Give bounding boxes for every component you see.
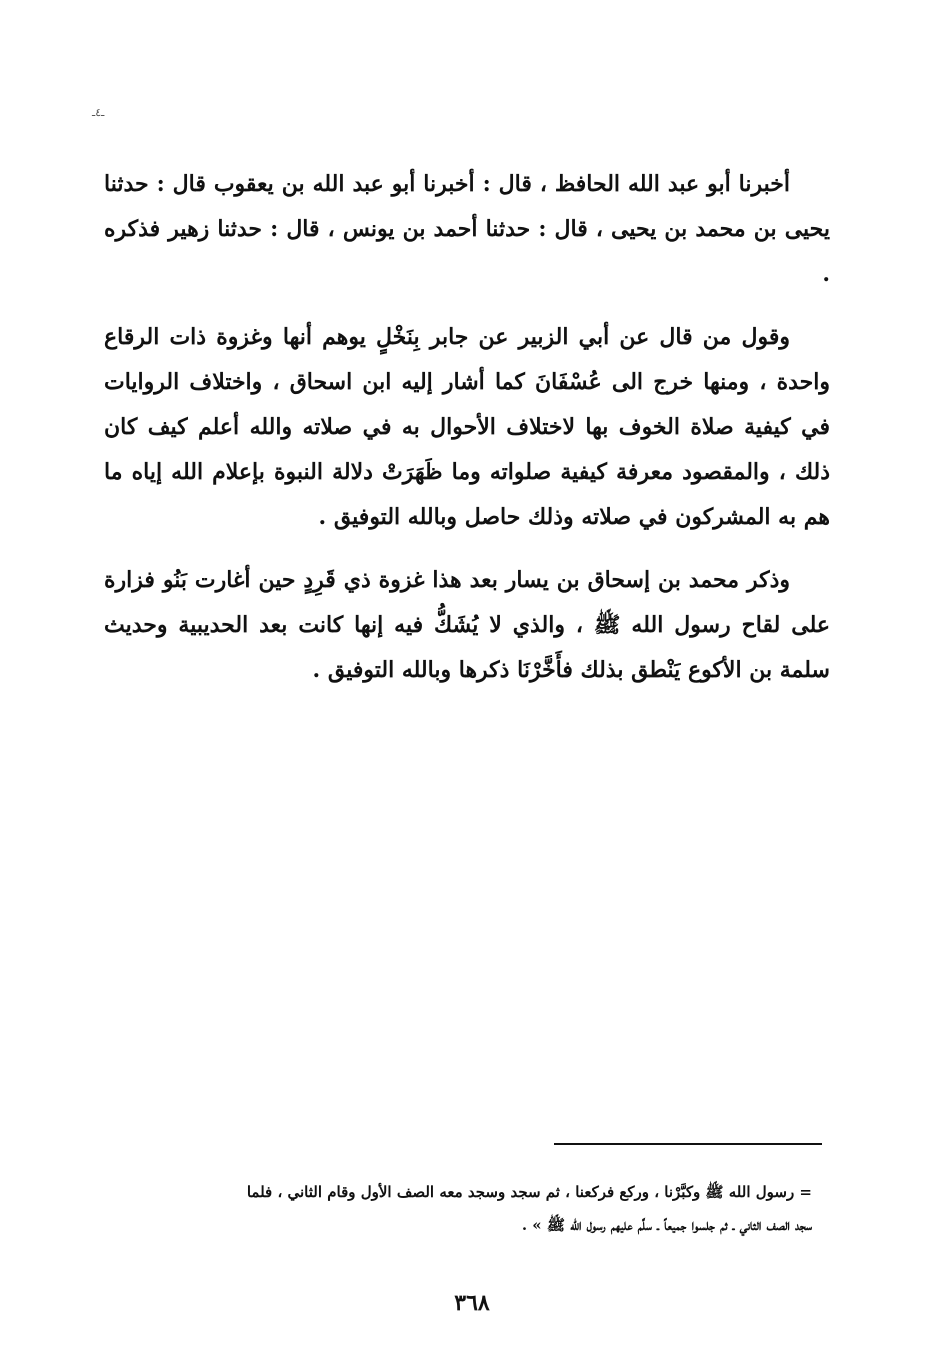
paragraph-1: أخبرنا أبو عبد الله الحافظ ، قال : أخبرنا أبو عبد الله بن يعقوب قال : حدثنا يحيى بن محمد بن يحيى ، قال : حدثنا أحمد بن يونس ، قال : حدثنا زهير فذكره . — [104, 171, 830, 287]
corner-mark: ـ٤ـ — [92, 106, 105, 119]
footnote-line-2: سجد الصف الثاني ـ ثم جلسوا جميعاً ـ سلَّم عليهم رسول الله ﷺ » . — [521, 1216, 812, 1234]
footnote — [104, 1176, 812, 1242]
footnote-divider — [554, 1143, 822, 1145]
main-text — [104, 162, 830, 693]
paragraph-3: وذكر محمد بن إسحاق بن يسار بعد هذا غزوة ذي قَرِدٍ حين أغارت بَنُو فزارة على لقاح رسول الله ﷺ ، والذي لا يُشَكُّ فيه إنها كانت بعد الحديبية وحديث سلمة بن الأكوع يَنْطق بذلك فأَخَّرْنَا ذكرها وبالله التوفيق . — [104, 567, 830, 683]
page-number: ٣٦٨ — [454, 1290, 490, 1316]
footnote-line-1: = رسول الله ﷺ وكبَّرْنا ، وركع فركعنا ، ثم سجد وسجد معه الصف الأول وقام الثاني ، فلما — [246, 1183, 812, 1201]
paragraph-2: وقول من قال عن أبي الزبير عن جابر بِنَخْلٍ يوهم أنها وغزوة ذات الرقاع واحدة ، ومنها خرج الى عُسْفَانَ كما أشار إليه ابن اسحاق ، واختلاف الروايات في كيفية صلاة الخوف بها لاختلاف الأحوال به في صلاته والله أعلم كيف كان ذلك ، والمقصود معرفة كيفية صلواته وما ظَهَرَتْ دلالة النبوة بإعلام الله إياه ما هم به المشركون في صلاته وذلك حاصل وبالله التوفيق . — [104, 324, 830, 530]
